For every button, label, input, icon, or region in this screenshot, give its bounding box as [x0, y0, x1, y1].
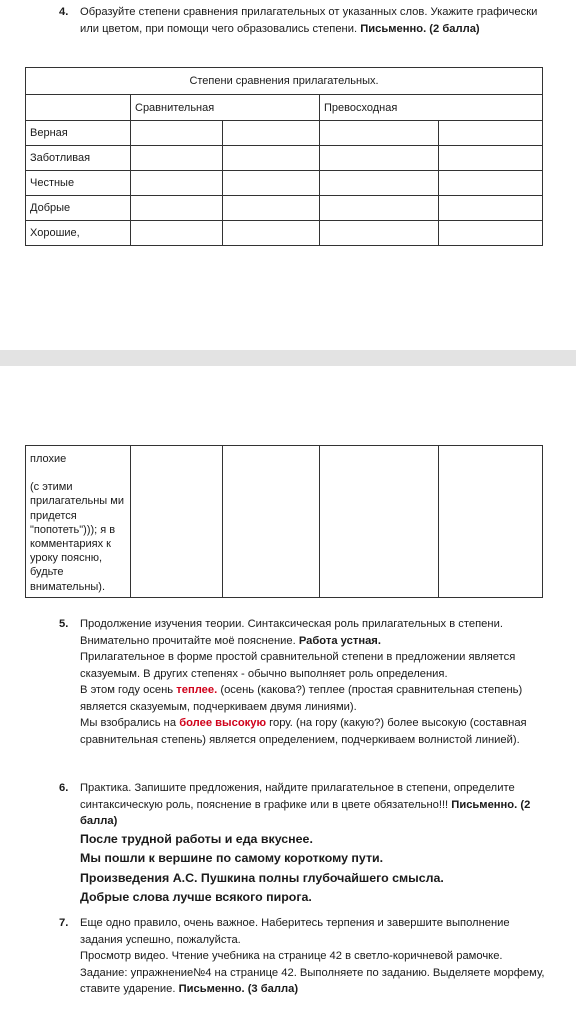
table-row [26, 171, 543, 196]
table-row [26, 446, 543, 598]
row-label: Честные [26, 171, 131, 196]
task-7-number: 7. [59, 917, 69, 929]
table-row [26, 146, 543, 171]
sentence: После трудной работы и еда вкуснее. [80, 831, 313, 846]
task-7: 7. Еще одно правило, очень важное. Наберитесь терпения и завершите выполнение задания успешно, пожалуйста. Просмотр видео. Чтение учебника на странице 42 в светло-коричневой рамочке. Задание: упражнение№4 на странице 42. Выполняете по заданию. Выделяете морфему, ставите ударение. Письменно. (3 балла) [59, 917, 545, 995]
highlight-teplee: теплее. [176, 684, 218, 696]
row-label: Добрые [26, 196, 131, 221]
row-label: Верная [26, 121, 131, 146]
sentence: Мы пошли к вершине по самому короткому пути. [80, 851, 384, 865]
page-separator [0, 350, 576, 366]
sentence: Произведения А.С. Пушкина полны глубочайшего смысла. [80, 870, 444, 885]
column-superlative: Превосходная [320, 95, 543, 121]
table-row [26, 121, 543, 146]
task-6-number: 6. [59, 782, 69, 794]
task-4-text: Образуйте степени сравнения прилагательных от указанных слов. Укажите графически или цветом, при помощи чего образовались степени. Письменно. (2 балла) [80, 6, 538, 35]
table-title: Степени сравнения прилагательных. [26, 68, 543, 95]
task-6: 6. Практика. Запишите предложения, найдите прилагательное в степени, определите синтаксическую роль, пояснение в графике или в цвете обязательно!!! Письменно. (2 балла) После трудной работы и еда вкуснее. Мы пошли к вершине по самому короткому пути. Произведения А.С. Пушкина полны глубочайшего смысла. Добрые слова лучше всякого пирога. [80, 780, 548, 908]
table-row [26, 221, 543, 246]
column-comparative: Сравнительная [131, 95, 320, 121]
comparison-table [25, 67, 543, 246]
task-4 [59, 4, 550, 37]
page-1 [0, 0, 576, 350]
row-label: плохие (с этими прилагательны ми придется "попотеть"))); я в комментариях к уроку поясню, будьте внимательны). [30, 453, 124, 593]
task-4-number: 4. [59, 6, 69, 18]
task-5-number: 5. [59, 618, 69, 630]
row-label: Заботливая [26, 146, 131, 171]
task-5: 5. Продолжение изучения теории. Синтаксическая роль прилагательных в степени. Внимательно прочитайте моё пояснение. Работа устная. Прилагательное в форме простой сравнительной степени в предложении является сказуемым. В других степенях - обычно выполняет роль определения. В этом году осень теплее. (осень (какова?) теплее (простая сравнительная степень) является сказуемым, подчеркиваем двумя линиями). Мы взобрались на более высокую гору. (на гору (какую?) более высокую (составная сравнительная степень) является определением, подчеркиваем волнистой линией). [59, 618, 527, 746]
row-label: Хорошие, [26, 221, 131, 246]
comparison-table-continued [25, 445, 543, 598]
table-row [26, 196, 543, 221]
highlight-bolee-vysokuyu: более высокую [179, 717, 267, 729]
sentence: Добрые слова лучше всякого пирога. [80, 890, 312, 904]
